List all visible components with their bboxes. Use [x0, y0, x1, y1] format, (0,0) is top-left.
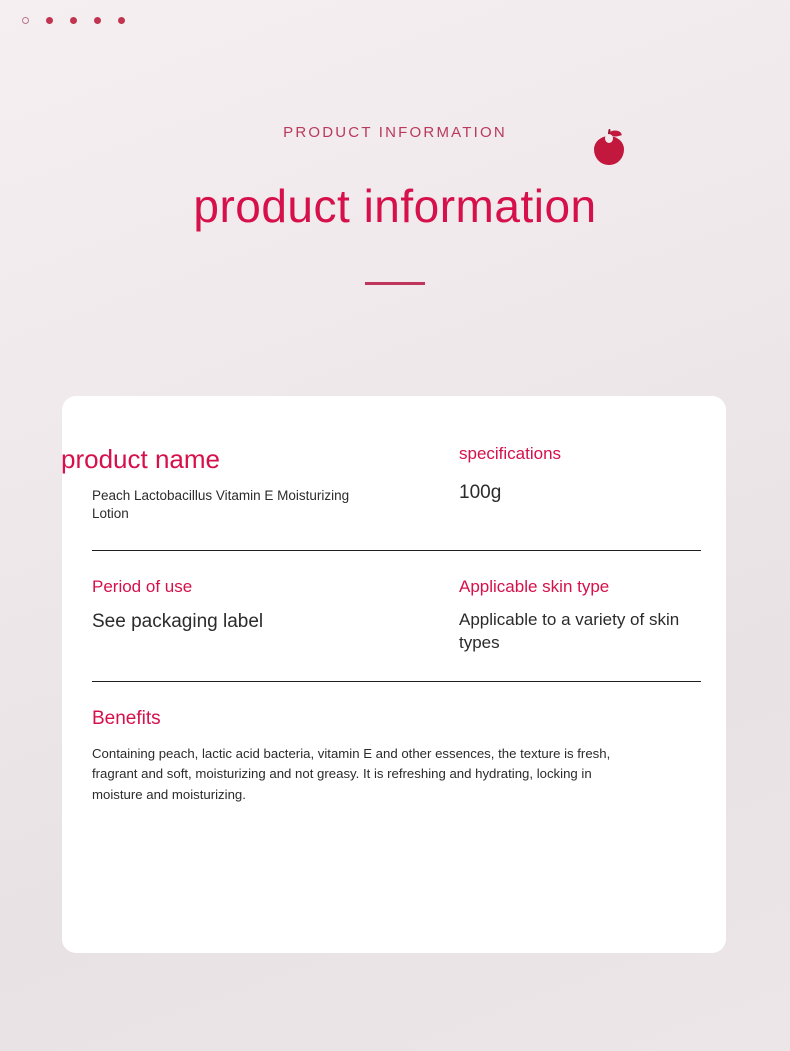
apple-notch [605, 134, 613, 143]
page-dot-5[interactable] [118, 17, 125, 24]
field-label-product-name: product name [61, 444, 220, 474]
field-label-skin-type: Applicable skin type [459, 576, 610, 596]
info-row-2 [92, 551, 698, 655]
field-label-period-of-use: Period of use [92, 576, 193, 596]
page-dot-3[interactable] [70, 17, 77, 24]
page-header [0, 118, 790, 285]
field-value-specifications: 100g [459, 482, 502, 504]
field-skin-type [395, 577, 698, 655]
field-specifications [395, 444, 698, 524]
info-grid [61, 444, 698, 805]
apple-icon [590, 127, 630, 171]
field-product-name [61, 444, 395, 524]
field-label-benefits: Benefits [92, 707, 161, 729]
field-benefits [92, 682, 698, 805]
field-value-skin-type: Applicable to a variety of skin types [459, 610, 680, 652]
page-dot-4[interactable] [94, 17, 101, 24]
page-title: product information [193, 180, 597, 232]
product-info-card [62, 396, 726, 953]
page-dot-1[interactable] [22, 17, 29, 24]
page-dot-2[interactable] [46, 17, 53, 24]
field-value-product-name: Peach Lactobacillus Vitamin E Moisturizing Lotion [92, 488, 350, 522]
field-value-benefits: Containing peach, lactic acid bacteria, vitamin E and other essences, the texture is fresh, fragrant and soft, moisturizing and not greasy. It is refreshing and hydrating, locking in moisture and moisturizing. [92, 745, 611, 802]
field-label-specifications: specifications [459, 444, 562, 463]
header-eyebrow: PRODUCT INFORMATION [283, 124, 507, 141]
page-indicator-dots[interactable] [22, 17, 125, 24]
info-row-1 [61, 444, 698, 524]
title-divider [365, 282, 425, 285]
field-period-of-use [92, 577, 395, 655]
field-value-period-of-use: See packaging label [92, 611, 264, 633]
